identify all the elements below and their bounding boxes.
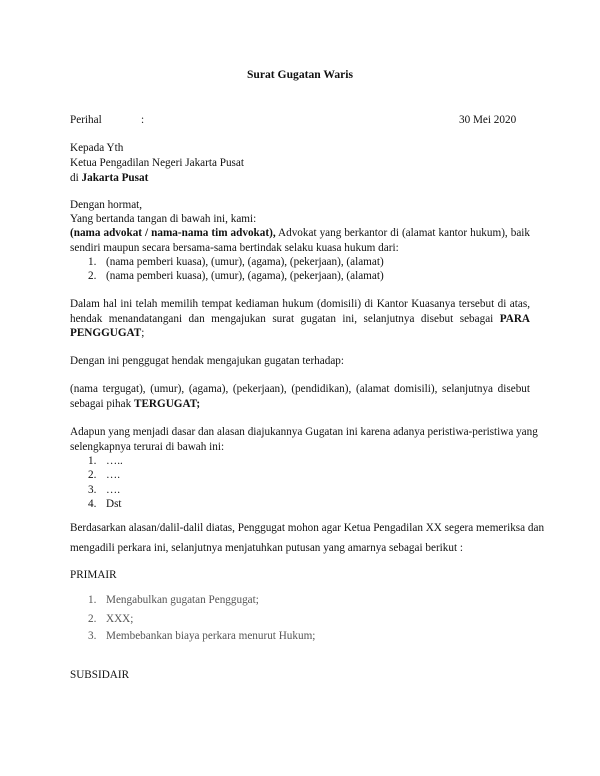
addressee-line2: Ketua Pengadilan Negeri Jakarta Pusat (70, 157, 244, 169)
berdasarkan-line1: Berdasarkan alasan/dalil-dalil diatas, Penggugat mohon agar Ketua Pengadilan XX segera memeriksa dan (70, 522, 545, 534)
dasar-item-text: ….. (106, 455, 123, 467)
kuasa-item-number: 1. (88, 256, 97, 268)
advokat-text: Advokat yang berkantor di (alamat kantor hukum), baik (275, 227, 530, 239)
document-title: Surat Gugatan Waris (246, 68, 354, 81)
advokat-line1 (70, 227, 530, 239)
perihal-label: Perihal (70, 114, 102, 126)
tergugat-line2 (70, 398, 200, 410)
addressee-line1: Kepada Yth (70, 142, 124, 154)
addressee-line3 (70, 172, 148, 184)
kuasa-item-number: 2. (88, 270, 97, 282)
dasar-item-text: …. (106, 484, 120, 496)
gugatan-intro: Dengan ini penggugat hendak mengajukan gugatan terhadap: (70, 355, 345, 367)
primair-item-text: XXX; (106, 613, 134, 625)
dasar-item-number: 4. (88, 498, 97, 510)
penggugat-label: PENGGUGAT (70, 327, 142, 339)
advokat-line2: sendiri maupun secara bersama-sama bertindak selaku kuasa hukum dari: (70, 242, 399, 254)
tergugat-text: sebagai pihak (70, 398, 134, 410)
primair-heading: PRIMAIR (70, 569, 117, 581)
domisili-bold: PARA (499, 313, 530, 325)
primair-item-number: 3. (88, 630, 97, 642)
letter-date: 30 Mei 2020 (459, 114, 517, 126)
tergugat-label: TERGUGAT; (134, 398, 201, 410)
advokat-name: (nama advokat / nama-nama tim advokat), (70, 227, 276, 239)
kuasa-item-text: (nama pemberi kuasa), (umur), (agama), (pekerjaan), (alamat) (106, 270, 384, 282)
dasar-item-number: 1. (88, 455, 97, 467)
domisili-line1: Dalam hal ini telah memilih tempat kediaman hukum (domisili) di Kantor Kuasanya tersebut di atas, (70, 298, 530, 310)
dasar-item-number: 2. (88, 469, 97, 481)
primair-item-text: Mengabulkan gugatan Penggugat; (106, 594, 259, 606)
addressee-prefix: di (70, 172, 82, 184)
salutation: Dengan hormat, (70, 199, 143, 211)
dasar-item-number: 3. (88, 484, 97, 496)
dasar-line2: selengkapnya terurai di bawah ini: (70, 441, 225, 453)
subsidair-heading: SUBSIDAIR (70, 669, 130, 681)
dasar-item-text: Dst (106, 498, 122, 510)
kuasa-item-text: (nama pemberi kuasa), (umur), (agama), (pekerjaan), (alamat) (106, 256, 384, 268)
tergugat-line1: (nama tergugat), (umur), (agama), (pekerjaan), (pendidikan), (alamat domisili), selanjutnya disebut (70, 383, 530, 395)
domisili-line3 (70, 327, 144, 339)
domisili-line2 (70, 313, 530, 325)
perihal-colon: : (141, 114, 145, 126)
domisili-text: hendak menandatangani dan mengajukan surat gugatan ini, selanjutnya disebut sebagai (70, 313, 500, 325)
dasar-item-text: …. (106, 469, 120, 481)
primair-item-text: Membebankan biaya perkara menurut Hukum; (106, 630, 316, 642)
addressee-place: Jakarta Pusat (81, 172, 149, 184)
primair-item-number: 2. (88, 613, 97, 625)
dasar-line1: Adapun yang menjadi dasar dan alasan diajukannya Gugatan ini karena adanya peristiwa-peristiwa yang (70, 426, 538, 438)
primair-item-number: 1. (88, 594, 97, 606)
intro-text: Yang bertanda tangan di bawah ini, kami: (70, 213, 257, 225)
domisili-tail: ; (141, 327, 145, 339)
berdasarkan-line2: mengadili perkara ini, selanjutnya menjatuhkan putusan yang amarnya sebagai berikut : (70, 542, 463, 554)
